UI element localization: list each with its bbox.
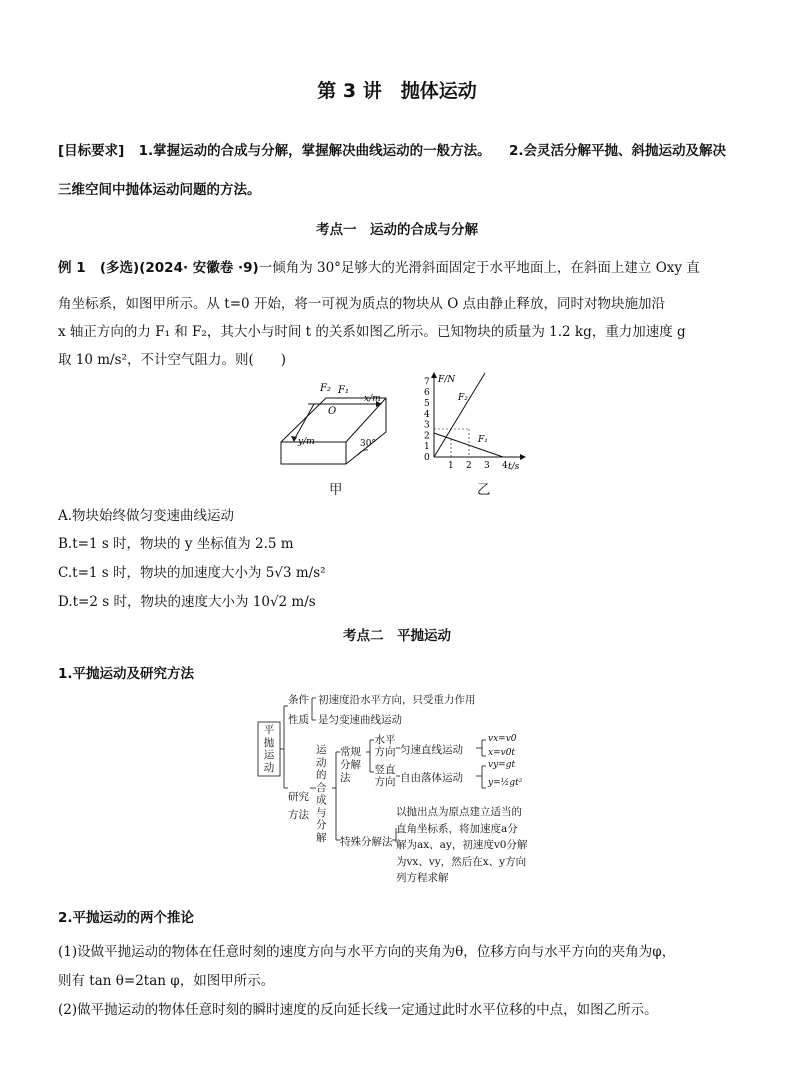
option-a: A.物块始终做匀变速曲线运动 — [58, 508, 235, 524]
fig-a-F1: F₁ — [338, 385, 349, 396]
fig-a-O: O — [328, 406, 337, 417]
graph-ylabel: F/N — [438, 375, 456, 385]
special-text-line: 直角坐标系，将加速度a分 — [396, 822, 518, 835]
diagram-eq-y: y=½gt² — [488, 778, 523, 788]
example1-line3: x 轴正方向的力 F₁ 和 F₂，其大小与时间 t 的关系如图乙所示。已知物块的质量为 1.2 kg，重力加速度 g — [58, 324, 686, 340]
page-title: 第 3 讲 抛体运动 — [317, 80, 477, 102]
diagram-eq-vx: vx=v0 — [488, 734, 517, 744]
fig-b-caption: 乙 — [477, 482, 491, 498]
graph-xtick: 4 — [502, 461, 508, 471]
graph-ytick: 2 — [424, 431, 430, 442]
graph-ytick: 4 — [424, 409, 430, 420]
figure-incline — [276, 380, 396, 470]
diagram-root: 平抛运动 — [263, 724, 275, 774]
sub2-heading: 2.平抛运动的两个推论 — [58, 910, 195, 926]
diagram-special-text — [396, 804, 528, 887]
graph-ytick: 5 — [424, 399, 430, 409]
diagram-eq-vy: vy=gt — [488, 760, 516, 770]
graph-ytick: 6 — [424, 388, 430, 399]
diagram-freefall: 自由落体运动 — [400, 772, 463, 784]
special-text-line: 解为ax、ay，初速度v0分解 — [396, 839, 528, 851]
graph-ytick: 3 — [424, 420, 430, 431]
objective-2: 2.会灵活分解平抛、斜抛运动及解决 — [508, 143, 726, 159]
diagram-uniform: 匀速直线运动 — [400, 744, 463, 756]
concept-diagram — [250, 692, 580, 892]
graph-F2-label: F₂ — [458, 393, 468, 403]
graph-xtick: 2 — [466, 461, 472, 471]
diagram-cond-label2: 性质 — [288, 714, 309, 726]
diagram-cond-text2: 是匀变速曲线运动 — [318, 714, 402, 726]
diagram-synthesis: 运动的合成与分解 — [316, 744, 327, 844]
graph-xtick: 1 — [448, 461, 454, 471]
diagram-special: 特殊分解法 — [340, 836, 393, 848]
special-text-line: 为vx、vy，然后在x、y方向 — [396, 855, 527, 868]
example1-line4: 取 10 m/s²，不计空气阻力。则( ) — [58, 352, 286, 368]
example-source: (多选)(2024· 安徽卷 ·9) — [99, 260, 259, 276]
fig-a-x: x/m — [364, 394, 381, 404]
objectives-tag: [目标要求] — [58, 143, 125, 159]
fig-a-caption: 甲 — [329, 482, 343, 498]
section2-heading: 考点二 平抛运动 — [343, 628, 451, 644]
section1-heading: 考点一 运动的合成与分解 — [316, 222, 478, 238]
special-text-line: 以抛出点为原点建立适当的 — [396, 806, 522, 818]
graph-ytick: 7 — [424, 377, 430, 388]
diagram-vertical: 竖直方向 — [374, 764, 396, 788]
option-d: D.t=2 s 时，物块的速度大小为 10√2 m/s — [58, 594, 316, 610]
example1-line2: 角坐标系，如图甲所示。从 t=0 开始，将一可视为质点的物块从 O 点由静止释放，同时对物块施加沿 — [58, 296, 666, 312]
graph-xtick: 3 — [484, 461, 490, 471]
diagram-horizontal: 水平方向 — [374, 734, 396, 758]
sub2-para1b: 则有 tan θ=2tan φ，如图甲所示。 — [58, 973, 275, 989]
example-label: 例 1 — [58, 260, 86, 276]
objective-1: 1.掌握运动的合成与分解，掌握解决曲线运动的一般方法。 — [138, 143, 491, 159]
diagram-method-label: 研究方法 — [288, 791, 309, 821]
example-text-1: 一倾角为 30°足够大的光滑斜面固定于水平地面上，在斜面上建立 Oxy 直 — [258, 260, 700, 276]
sub1-heading: 1.平抛运动及研究方法 — [58, 666, 195, 682]
diagram-normal: 常规分解法 — [340, 746, 361, 784]
diagram-cond-label1: 条件 — [288, 694, 309, 706]
graph-F1-label: F₁ — [478, 435, 488, 445]
diagram-cond-text1: 初速度沿水平方向，只受重力作用 — [318, 694, 476, 706]
objective-2-cont: 三维空间中抛体运动问题的方法。 — [58, 182, 261, 198]
graph-ytick: 0 — [424, 453, 430, 463]
sub2-para1a: (1)设做平抛运动的物体在任意时刻的速度方向与水平方向的夹角为θ，位移方向与水平方向的夹角为φ， — [58, 944, 676, 960]
diagram-eq-x: x=v0t — [488, 748, 516, 758]
graph-xlabel: t/s — [508, 462, 520, 472]
option-b: B.t=1 s 时，物块的 y 坐标值为 2.5 m — [58, 536, 294, 552]
graph-ytick: 1 — [424, 442, 430, 453]
fig-a-y: y/m — [298, 437, 315, 447]
fig-a-angle: 30° — [360, 439, 376, 449]
sub2-para2: (2)做平抛运动的物体任意时刻的瞬时速度的反向延长线一定通过此时水平位移的中点，如图乙所示。 — [58, 1002, 658, 1018]
figure-force-time-graph — [420, 372, 530, 472]
option-c: C.t=1 s 时，物块的加速度大小为 5√3 m/s² — [58, 565, 326, 581]
objectives — [58, 139, 726, 159]
fig-a-F2: F₂ — [320, 383, 331, 394]
special-text-line: 列方程求解 — [396, 872, 449, 884]
example1-line1 — [58, 256, 700, 276]
